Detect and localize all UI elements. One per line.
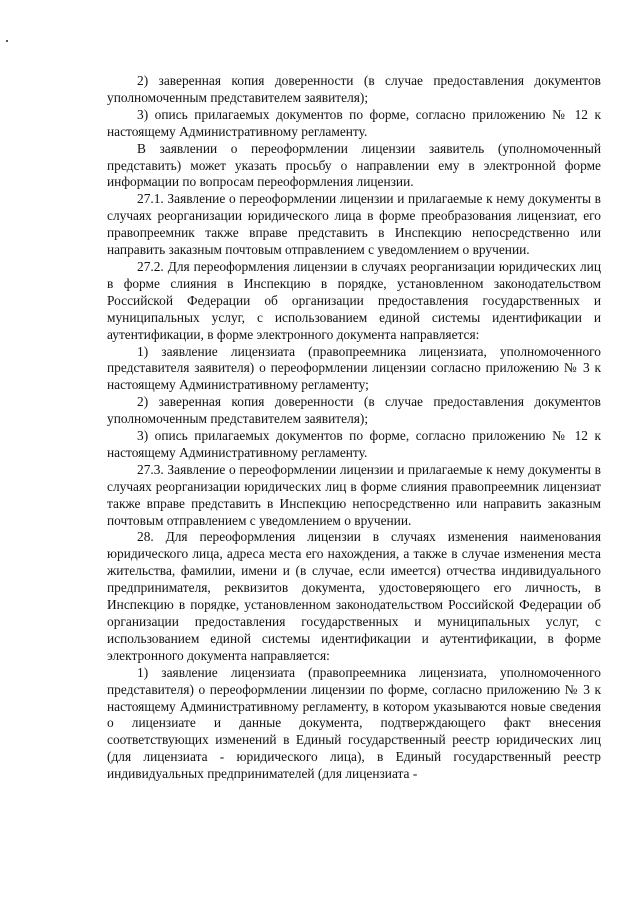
paragraph: 1) заявление лицензиата (правопреемника лицензиата, уполномоченного представителя заявителя) о переоформлении лицензии согласно приложению № 3 к настоящему Административному регламенту; bbox=[107, 343, 601, 393]
paragraph: 2) заверенная копия доверенности (в случае предоставления документов уполномоченным представителем заявителя); bbox=[107, 394, 601, 427]
paragraph: 3) опись прилагаемых документов по форме, согласно приложению № 12 к настоящему Административному регламенту. bbox=[107, 428, 601, 460]
paragraph: 2) заверенная копия доверенности (в случае предоставления документов уполномоченным представителем заявителя); bbox=[107, 73, 601, 105]
paragraph: В заявлении о переоформлении лицензии заявитель (уполномоченный представить) может указать просьбу о направлении ему в электронной форме информации по вопросам переоформления лицензии. bbox=[107, 140, 601, 190]
paragraph: 27.1. Заявление о переоформлении лицензии и прилагаемые к нему документы в случаях реорганизации юридического лица в форме преобразования лицензиат, его правопреемник также вправе представить в Инспекцию непосредственно или направить заказным почтовым отправлением с уведомлением о вручении. bbox=[107, 191, 601, 258]
document-body bbox=[107, 73, 601, 783]
scan-speck bbox=[6, 40, 8, 42]
paragraph: 27.2. Для переоформления лицензии в случаях реорганизации юридических лиц в форме слияния в Инспекцию в порядке, установленном законодательством Российской Федерации об организации предоставления государственных и муниципальных услуг, с использованием единой системы идентификации и аутентификации, в форме электронного документа направляется: bbox=[107, 258, 601, 342]
paragraph: 27.3. Заявление о переоформлении лицензии и прилагаемые к нему документы в случаях реорганизации юридических лиц в форме слияния правопреемник лицензиат также вправе представить в Инспекцию непосредственно или направить заказным почтовым отправлением с уведомлением о вручении. bbox=[107, 461, 601, 528]
paragraph: 28. Для переоформления лицензии в случаях изменения наименования юридического лица, адреса места его нахождения, а также в случае изменения места жительства, фамилии, имени и (в случае, если имеется) отчества индивидуального предпринимателя, реквизитов документа, удостоверяющего его личность, в Инспекцию в порядке, установленном законодательством Российской Федерации об организации предоставления государственных и муниципальных услуг, с использованием единой системы идентификации и аутентификации, в форме электронного документа направляется: bbox=[107, 529, 601, 663]
paragraph: 1) заявление лицензиата (правопреемника лицензиата, уполномоченного представителя) о переоформлении лицензии по форме, согласно приложению № 3 к настоящему Административному регламенту, в котором указываются новые сведения о лицензиате и данные документа, подтверждающего факт внесения соответствующих изменений в Единый государственный реестр юридических лиц (для лицензиата - юридического лица), в Единый государственный реестр индивидуальных предпринимателей (для лицензиата - bbox=[107, 664, 601, 782]
paragraph: 3) опись прилагаемых документов по форме, согласно приложению № 12 к настоящему Административному регламенту. bbox=[107, 106, 601, 139]
